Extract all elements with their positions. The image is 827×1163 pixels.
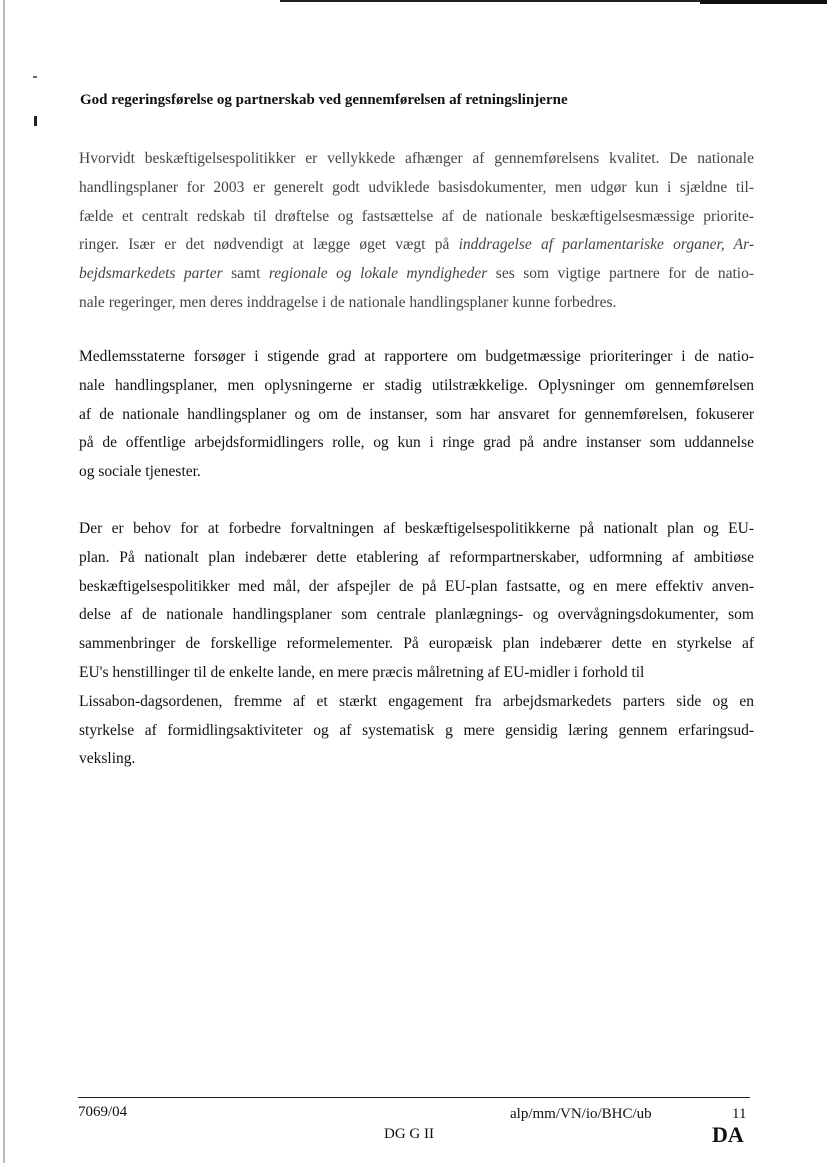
emphasis-text: inddragelse af parlamentariske organer, Ar-: [458, 236, 754, 254]
text-line: Hvorvidt beskæftigelsespolitikker er vellykkede afhænger af gennemførelsens kvalitet. De nationale: [79, 150, 754, 167]
scan-speck: [33, 76, 37, 78]
language-code: DA: [712, 1122, 744, 1147]
emphasis-text: bejdsmarkedets parter: [79, 265, 223, 283]
text-line: og sociale tjenester.: [79, 463, 201, 481]
text-line: sammenbringer de forskellige reformelementer. På europæisk plan indebærer dette en styrkelse af: [79, 635, 754, 653]
text-line: plan. På nationalt plan indebærer dette etablering af reformpartnerskaber, udformning af ambitiøse: [79, 548, 754, 566]
directorate-label: DG G II: [384, 1126, 434, 1142]
text-line: [79, 260, 754, 289]
typist-code: alp/mm/VN/io/BHC/ub: [510, 1106, 652, 1122]
text-line: EU's henstillinger til de enkelte lande, en mere præcis målretning af EU-midler i forhold til: [79, 663, 645, 681]
paragraph-1: [79, 145, 754, 318]
text-span: samt: [222, 265, 269, 283]
text-line: af de nationale handlingsplaner og om de instanser, som har ansvaret for gennemførelsen, fokuserer: [79, 405, 754, 423]
paragraph-2: [79, 343, 754, 487]
emphasis-text: regionale og lokale myndigheder: [268, 265, 488, 283]
text-line: Lissabon-dagsordenen, fremme af et stærkt engagement fra arbejdsmarkedets parters side og en: [79, 692, 754, 710]
text-line: styrkelse af formidlingsaktiviteter og af systematisk g mere gensidig læring gennem erfaringsud-: [79, 721, 754, 739]
text-span: ses som vigtige partnere for de natio-: [487, 265, 755, 283]
scan-speck: [34, 116, 37, 126]
text-line: Der er behov for at forbedre forvaltningen af beskæftigelsespolitikkerne på nationalt plan og EU-: [79, 520, 754, 537]
paragraph-3: [79, 515, 754, 774]
footer-rule: [78, 1097, 750, 1098]
section-heading: God regeringsførelse og partnerskab ved gennemførelsen af retningslinjerne: [80, 92, 568, 108]
text-line: Medlemsstaterne forsøger i stigende grad at rapportere om budgetmæssige prioriteringer i de natio-: [79, 348, 754, 365]
text-line: beskæftigelsespolitikker med mål, der afspejler de på EU-plan fastsatte, og en mere effektiv anven-: [79, 577, 754, 595]
text-line: fælde et centralt redskab til drøftelse og fastsættelse af de nationale beskæftigelsesmæssige priorite-: [79, 207, 754, 225]
text-line: handlingsplaner for 2003 er generelt godt udviklede basisdokumenter, men udgør kun i sjældne til-: [79, 178, 754, 196]
document-reference: 7069/04: [78, 1104, 128, 1120]
text-line: veksling.: [79, 750, 136, 768]
text-line: nale regeringer, men deres inddragelse i de nationale handlingsplaner kunne forbedres.: [79, 293, 617, 311]
page-number: 11: [732, 1106, 747, 1122]
text-line: delse af de nationale handlingsplaner som centrale planlægnings- og overvågningsdokumenter, som: [79, 606, 754, 624]
text-line: på de offentlige arbejdsformidlingers rolle, og kun i ringe grad på andre instanser som uddannelse: [79, 434, 754, 452]
scan-edge: [3, 0, 5, 1163]
text-span: ringer. Især er det nødvendigt at lægge øget vægt på: [79, 236, 459, 254]
text-line: nale handlingsplaner, men oplysningerne er stadig utilstrækkelige. Oplysninger om gennemførelsen: [79, 376, 754, 394]
scan-top-line-thick: [700, 0, 827, 4]
text-line: [79, 231, 754, 260]
